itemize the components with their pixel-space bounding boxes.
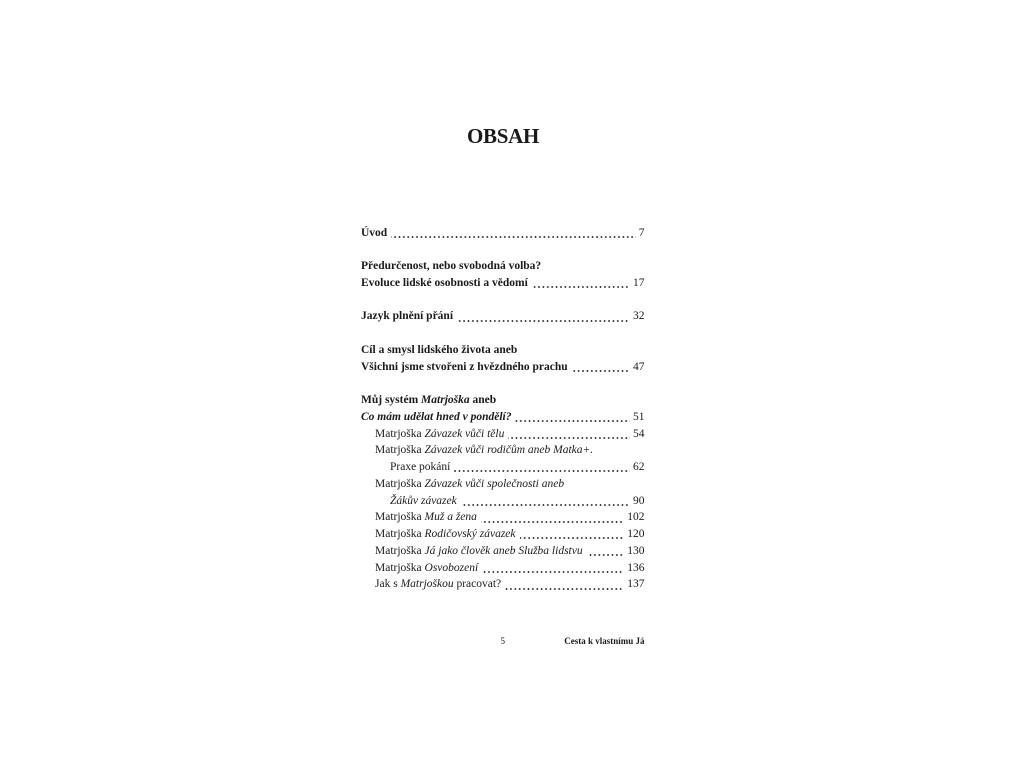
toc-entry-text: pracovat? [456, 578, 502, 591]
dot-leader [520, 526, 625, 543]
dot-leader [515, 409, 630, 426]
toc-entry-text: Praxe pokání [390, 461, 451, 474]
toc-page-number: 137 [627, 578, 645, 591]
toc-entry [361, 342, 645, 359]
toc-entry-text-italic: Matrjoškou [400, 578, 454, 591]
toc-entry-title [375, 526, 516, 543]
toc-entry-text: Matrjoška [375, 528, 422, 541]
dot-leader [532, 275, 630, 292]
toc-subentry [361, 476, 645, 493]
toc-entry-text: Cíl a smysl lidského života aneb [361, 343, 518, 356]
dot-leader [572, 359, 630, 376]
toc-entry-title [361, 308, 453, 325]
toc-entry-text: Všichni jsme stvořeni z hvězdného prachu [361, 360, 568, 373]
toc-entry-text: Úvod [361, 226, 388, 239]
dot-leader [461, 493, 630, 510]
toc-entry-text-italic: Osvobození [424, 561, 479, 574]
toc-page-number: 54 [633, 427, 645, 440]
toc-subentry [361, 526, 645, 543]
toc-page-number: 102 [627, 511, 645, 524]
toc-entry-title [390, 493, 457, 510]
toc-entry-title [361, 275, 528, 292]
dot-leader [508, 426, 630, 443]
toc-page-number: 130 [627, 544, 645, 557]
toc-entry [361, 258, 645, 275]
toc-entry-title [375, 543, 583, 560]
toc-page-number: 47 [633, 360, 645, 373]
toc-entry-text: aneb [472, 394, 497, 407]
toc-entry-title [375, 426, 504, 443]
toc-entry-title [361, 342, 517, 359]
toc-entry-text-italic: Rodičovský závazek [424, 528, 516, 541]
toc-entry [361, 308, 645, 325]
toc-entry-title [361, 409, 511, 426]
toc-subentry [361, 459, 645, 476]
page-footer [361, 635, 645, 647]
toc-subentry [361, 576, 645, 593]
toc-entry-text: Můj systém [361, 394, 419, 407]
toc-entry-title [361, 392, 496, 409]
toc-entry-text-italic: Matrjoška [421, 394, 470, 407]
toc-entry-text: Matrjoška [375, 561, 422, 574]
dot-leader [505, 576, 624, 593]
dot-leader [481, 509, 624, 526]
toc-page-number: 32 [633, 310, 645, 323]
toc-entry [361, 275, 645, 292]
toc-entry-text-italic: Závazek vůči tělu [424, 427, 505, 440]
page-title: OBSAH [466, 124, 540, 148]
toc-page-number: 90 [633, 494, 645, 507]
toc-entry-text: Matrjoška [375, 511, 422, 524]
toc-section [361, 342, 645, 376]
toc-entry-text: Matrjoška [375, 427, 422, 440]
toc-entry-text-italic: Muž a žena [424, 511, 477, 524]
toc-entry [361, 225, 645, 242]
dot-leader [454, 459, 630, 476]
dot-leader [587, 543, 625, 560]
toc-entry-title [361, 359, 568, 376]
toc-section [361, 258, 645, 292]
toc-entry-title [375, 476, 564, 493]
toc-subentry [361, 493, 645, 510]
toc-subentry [361, 509, 645, 526]
toc-entry-title [375, 560, 478, 577]
toc-section [361, 225, 645, 242]
toc-entry-text: Jazyk plnění přání [361, 310, 454, 323]
toc-entry-text: Matrjoška [375, 544, 422, 557]
dot-leader [457, 308, 630, 325]
toc-subentry [361, 442, 645, 459]
toc-entry-title [375, 576, 501, 593]
toc-entry-title [361, 258, 541, 275]
toc-page-number: 51 [633, 410, 645, 423]
toc-entry-text: Matrjoška [375, 477, 422, 490]
toc-page-number: 136 [627, 561, 645, 574]
table-of-contents [361, 225, 645, 594]
toc-section [361, 308, 645, 325]
dot-leader [391, 225, 636, 242]
toc-entry-title [390, 459, 450, 476]
toc-entry-text-italic: Závazek vůči společnosti aneb [424, 477, 565, 490]
toc-entry-title [375, 509, 477, 526]
toc-page-number: 17 [633, 276, 645, 289]
toc-entry [361, 409, 645, 426]
toc-entry-text-italic: Já jako člověk aneb Služba lidstvu [424, 544, 583, 557]
toc-entry-text: Předurčenost, nebo svobodná volba? [361, 260, 542, 273]
toc-entry-text-italic: Co mám udělat hned v pondělí? [361, 410, 512, 423]
toc-entry-text: Matrjoška [375, 444, 422, 457]
dot-leader [482, 560, 624, 577]
toc-entry-text: Evoluce lidské osobnosti a vědomí [361, 276, 528, 289]
toc-entry-text: Jak s [375, 578, 398, 591]
footer-book-title: Cesta k vlastnímu Já [564, 636, 645, 646]
toc-section [361, 392, 645, 593]
toc-entry-text-italic: Žákův závazek [390, 494, 457, 507]
toc-page-number: 7 [638, 226, 645, 239]
toc-entry-title [361, 225, 387, 242]
toc-entry-title [375, 442, 593, 459]
toc-subentry [361, 560, 645, 577]
toc-entry [361, 359, 645, 376]
toc-entry [361, 392, 645, 409]
toc-subentry [361, 426, 645, 443]
toc-subentry [361, 543, 645, 560]
footer-page-number: 5 [500, 636, 505, 646]
toc-page-number: 120 [627, 528, 645, 541]
toc-entry-text-italic: Závazek vůči rodičům aneb Matka+. [424, 444, 594, 457]
toc-page-number: 62 [633, 461, 645, 474]
